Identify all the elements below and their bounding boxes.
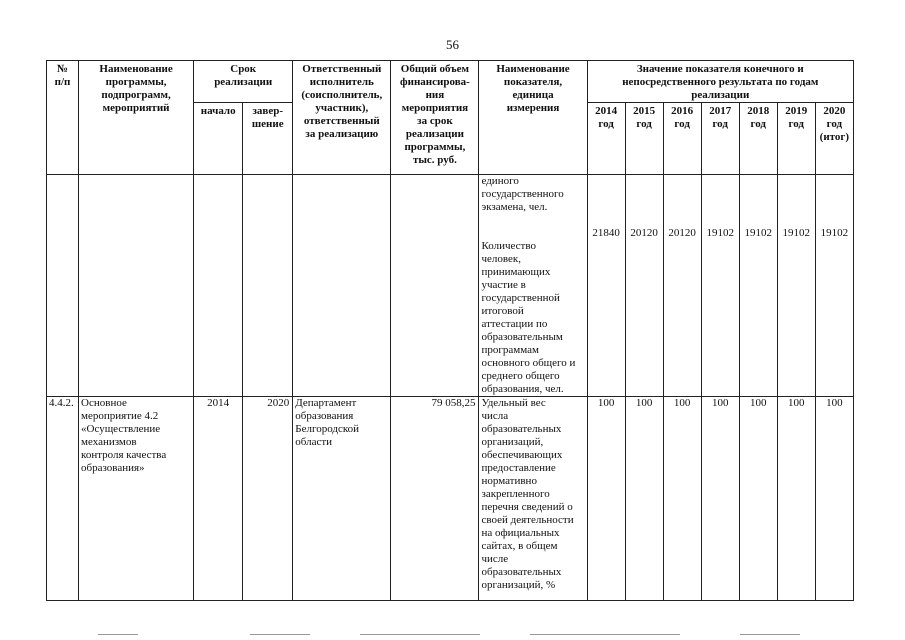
value-2018: 100 xyxy=(739,397,777,601)
header-term-start: начало xyxy=(194,103,243,175)
row-name-cell: Основное мероприятие 4.2 «Осуществление механизмов контроля качества образования» xyxy=(79,397,194,601)
table-row xyxy=(47,397,854,601)
value-2017: 19102 xyxy=(701,175,739,397)
row-funding-cell: 79 058,25 xyxy=(391,397,479,601)
header-number: № п/п xyxy=(47,61,79,175)
row-start-cell: 2014 xyxy=(194,397,243,601)
header-year-2020: 2020 год (итог) xyxy=(815,103,853,175)
value-2020: 100 xyxy=(815,397,853,601)
header-year-2019: 2019 год xyxy=(777,103,815,175)
row-indicator-cell xyxy=(479,175,587,397)
row-number-cell: 4.4.2. xyxy=(47,397,79,601)
value-2017: 100 xyxy=(701,397,739,601)
value-2016: 20120 xyxy=(663,175,701,397)
page-number: 56 xyxy=(446,37,459,52)
value-2019: 100 xyxy=(777,397,815,601)
header-executor: Ответственный исполнитель (соисполнитель, участник), ответственный за реализацию xyxy=(293,61,391,175)
scan-edge-marks xyxy=(0,628,905,640)
row-funding-cell xyxy=(391,175,479,397)
value-2018: 19102 xyxy=(739,175,777,397)
row-executor-cell: Департамент образования Белгородской области xyxy=(293,397,391,601)
value-2016: 100 xyxy=(663,397,701,601)
header-year-2016: 2016 год xyxy=(663,103,701,175)
header-year-2017: 2017 год xyxy=(701,103,739,175)
header-term: Срок реализации xyxy=(194,61,293,103)
program-indicators-table xyxy=(46,60,854,601)
row-end-cell: 2020 xyxy=(243,397,293,601)
row-name-cell xyxy=(79,175,194,397)
header-year-2018: 2018 год xyxy=(739,103,777,175)
header-name: Наименование программы, подпрограмм, мероприятий xyxy=(79,61,194,175)
value-2014: 100 xyxy=(587,397,625,601)
header-indicator: Наименование показателя, единица измерения xyxy=(479,61,587,175)
header-term-end: завер- шение xyxy=(243,103,293,175)
value-2014: 21840 xyxy=(587,175,625,397)
value-2015: 100 xyxy=(625,397,663,601)
row-indicator-cell: Удельный вес числа образовательных организаций, обеспечивающих предоставление нормативно закрепленного перечня сведений о своей деятельности на официальных сайтах, в общем числе образовательных организаций, % xyxy=(479,397,587,601)
row-executor-cell xyxy=(293,175,391,397)
header-values-by-year: Значение показателя конечного и непосредственного результата по годам реализации xyxy=(587,61,853,103)
indicator-continuation: единого государственного экзамена, чел. xyxy=(481,175,564,213)
header-funding: Общий объем финансирова- ния мероприятия за срок реализации программы, тыс. руб. xyxy=(391,61,479,175)
row-number-cell xyxy=(47,175,79,397)
table-row xyxy=(47,175,854,397)
header-year-2015: 2015 год xyxy=(625,103,663,175)
value-2019: 19102 xyxy=(777,175,815,397)
header-year-2014: 2014 год xyxy=(587,103,625,175)
row-end-cell xyxy=(243,175,293,397)
value-2020: 19102 xyxy=(815,175,853,397)
row-start-cell xyxy=(194,175,243,397)
value-2015: 20120 xyxy=(625,175,663,397)
indicator-text: Количество человек, принимающих участие в государственной итоговой аттестации по образовательным программам основного общего и среднего общего образования, чел. xyxy=(481,240,576,395)
